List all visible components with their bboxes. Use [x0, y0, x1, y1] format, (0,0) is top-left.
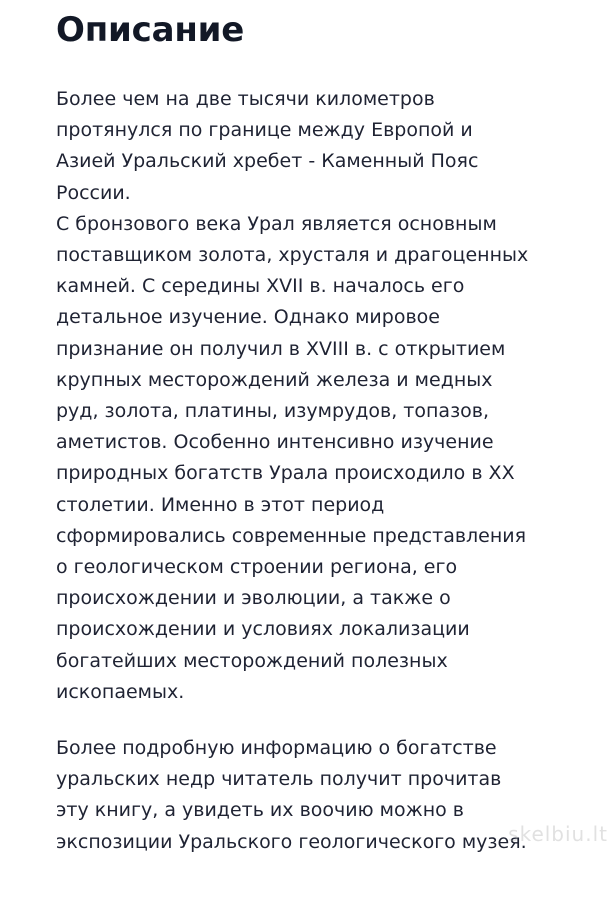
description-paragraph-2: Более подробную информацию о богатстве уральских недр читатель получит прочитав эту книгу, а увидеть их воочию можно в экспозиции Уральского геологического музея.: [56, 737, 527, 853]
section-title: Описание: [56, 10, 245, 50]
description-paragraph-1: Более чем на две тысячи километров протянулся по границе между Европой и Азией Уральский хребет - Каменный Пояс России. С бронзового века Урал является основным поставщиком золота, хрусталя и драгоценных камней. С середины XVII в. началось его детальное изучение. Однако мировое признание он получил в XVIII в. с открытием крупных месторождений железа и медных руд, золота, платины, изумрудов, топазов, аметистов. Особенно интенсивно изучение природных богатств Урала происходило в XX столетии. Именно в этот период сформировались современные представления о геологическом строении региона, его происхождении и эволюции, а также о происхождении и условиях локализации богатейших месторождений полезных ископаемых.: [56, 88, 529, 703]
watermark: skelbiu.lt: [508, 822, 608, 846]
